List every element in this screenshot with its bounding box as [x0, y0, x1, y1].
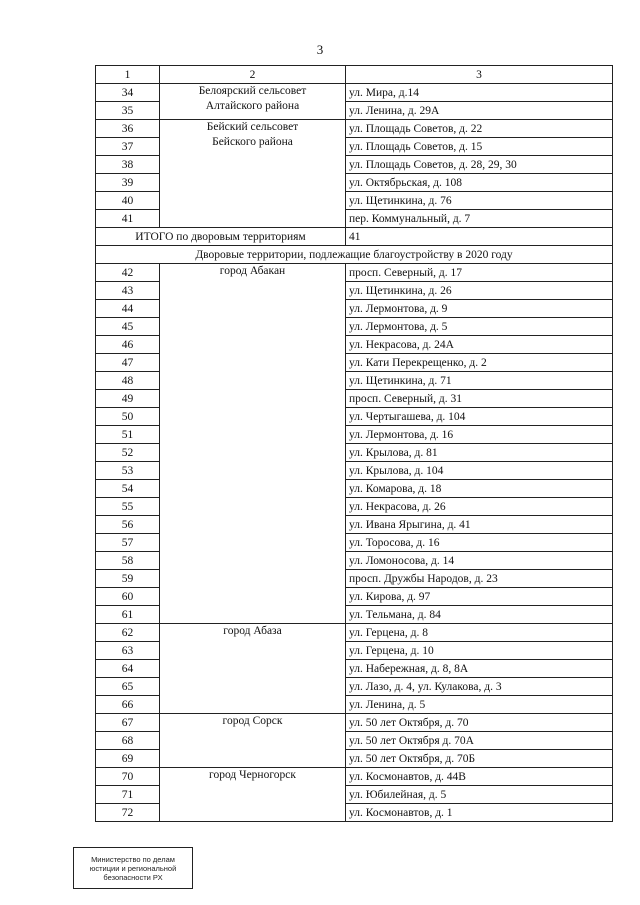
row-number: 65	[96, 678, 160, 696]
row-number: 62	[96, 624, 160, 642]
row-number: 37	[96, 138, 160, 156]
row-number: 40	[96, 192, 160, 210]
address-cell: ул. Лермонтова, д. 9	[346, 300, 613, 318]
address-cell: ул. Лермонтова, д. 16	[346, 426, 613, 444]
municipality-line: Белоярский сельсовет	[198, 85, 307, 97]
address-cell: ул. Космонавтов, д. 44В	[346, 768, 613, 786]
total-value: 41	[346, 228, 613, 246]
row-number: 45	[96, 318, 160, 336]
row-number: 68	[96, 732, 160, 750]
row-number: 52	[96, 444, 160, 462]
municipality-cell: город Сорск	[160, 714, 346, 768]
row-number: 41	[96, 210, 160, 228]
stamp-line: безопасности РХ	[103, 872, 163, 882]
address-cell: ул. Площадь Советов, д. 15	[346, 138, 613, 156]
table-row	[96, 714, 613, 732]
address-cell: ул. Некрасова, д. 24А	[346, 336, 613, 354]
address-cell: ул. 50 лет Октября д. 70А	[346, 732, 613, 750]
address-cell: ул. Чертыгашева, д. 104	[346, 408, 613, 426]
address-cell: ул. Ленина, д. 29А	[346, 102, 613, 120]
row-number: 69	[96, 750, 160, 768]
row-number: 44	[96, 300, 160, 318]
municipality-cell: город Абаза	[160, 624, 346, 714]
row-number: 63	[96, 642, 160, 660]
row-number: 42	[96, 264, 160, 282]
address-cell: просп. Северный, д. 31	[346, 390, 613, 408]
table-row	[96, 624, 613, 642]
address-cell: ул. Ивана Ярыгина, д. 41	[346, 516, 613, 534]
address-cell: ул. 50 лет Октября, д. 70Б	[346, 750, 613, 768]
row-number: 54	[96, 480, 160, 498]
address-cell: ул. Крылова, д. 104	[346, 462, 613, 480]
municipality-line: Бейского района	[212, 136, 293, 148]
row-number: 36	[96, 120, 160, 138]
address-cell: ул. Лермонтова, д. 5	[346, 318, 613, 336]
row-number: 58	[96, 552, 160, 570]
row-number: 61	[96, 606, 160, 624]
row-number: 34	[96, 84, 160, 102]
address-cell: ул. Крылова, д. 81	[346, 444, 613, 462]
address-cell: ул. Комарова, д. 18	[346, 480, 613, 498]
address-cell: ул. Щетинкина, д. 26	[346, 282, 613, 300]
address-cell: просп. Дружбы Народов, д. 23	[346, 570, 613, 588]
row-number: 48	[96, 372, 160, 390]
row-number: 67	[96, 714, 160, 732]
address-cell: ул. Набережная, д. 8, 8А	[346, 660, 613, 678]
stamp-line: юстиции и региональной	[89, 863, 177, 873]
row-number: 51	[96, 426, 160, 444]
address-cell: ул. Космонавтов, д. 1	[346, 804, 613, 822]
stamp-line: Министерство по делам	[91, 854, 175, 864]
address-cell: ул. Герцена, д. 8	[346, 624, 613, 642]
address-cell: ул. Щетинкина, д. 71	[346, 372, 613, 390]
yards-table	[95, 65, 613, 822]
table-header	[96, 66, 613, 84]
address-cell: ул. Тельмана, д. 84	[346, 606, 613, 624]
table-row	[96, 120, 613, 138]
row-number: 49	[96, 390, 160, 408]
row-number: 55	[96, 498, 160, 516]
row-number: 59	[96, 570, 160, 588]
page-number: 3	[316, 42, 324, 57]
row-number: 39	[96, 174, 160, 192]
municipality-line: Бейский сельсовет	[206, 121, 299, 133]
total-row	[96, 228, 613, 246]
table-row	[96, 264, 613, 282]
row-number: 70	[96, 768, 160, 786]
ministry-stamp	[73, 847, 193, 889]
row-number: 47	[96, 354, 160, 372]
section-row	[96, 246, 613, 264]
address-cell: пер. Коммунальный, д. 7	[346, 210, 613, 228]
address-cell: ул. Мира, д.14	[346, 84, 613, 102]
address-cell: ул. Торосова, д. 16	[346, 534, 613, 552]
row-number: 53	[96, 462, 160, 480]
address-cell: ул. Площадь Советов, д. 22	[346, 120, 613, 138]
address-cell: ул. Кати Перекрещенко, д. 2	[346, 354, 613, 372]
address-cell: ул. 50 лет Октября, д. 70	[346, 714, 613, 732]
header-cell: 2	[160, 66, 346, 84]
total-label: ИТОГО по дворовым территориям	[96, 228, 346, 246]
address-cell: ул. Площадь Советов, д. 28, 29, 30	[346, 156, 613, 174]
address-cell: ул. Некрасова, д. 26	[346, 498, 613, 516]
row-number: 43	[96, 282, 160, 300]
row-number: 66	[96, 696, 160, 714]
address-cell: ул. Лазо, д. 4, ул. Кулакова, д. 3	[346, 678, 613, 696]
address-cell: ул. Октябрьская, д. 108	[346, 174, 613, 192]
address-cell: ул. Юбилейная, д. 5	[346, 786, 613, 804]
address-cell: ул. Ломоносова, д. 14	[346, 552, 613, 570]
municipality-line: Алтайского района	[205, 100, 300, 112]
municipality-cell	[160, 120, 346, 228]
municipality-cell	[160, 84, 346, 120]
table-row	[96, 768, 613, 786]
address-cell: ул. Герцена, д. 10	[346, 642, 613, 660]
section-title: Дворовые территории, подлежащие благоустройству в 2020 году	[96, 246, 613, 264]
address-cell: ул. Кирова, д. 97	[346, 588, 613, 606]
header-cell: 1	[96, 66, 160, 84]
address-cell: ул. Ленина, д. 5	[346, 696, 613, 714]
row-number: 50	[96, 408, 160, 426]
row-number: 46	[96, 336, 160, 354]
table-row	[96, 84, 613, 102]
row-number: 56	[96, 516, 160, 534]
row-number: 72	[96, 804, 160, 822]
header-cell: 3	[346, 66, 613, 84]
address-cell: ул. Щетинкина, д. 76	[346, 192, 613, 210]
row-number: 38	[96, 156, 160, 174]
municipality-cell: город Черногорск	[160, 768, 346, 822]
row-number: 71	[96, 786, 160, 804]
row-number: 35	[96, 102, 160, 120]
row-number: 64	[96, 660, 160, 678]
address-cell: просп. Северный, д. 17	[346, 264, 613, 282]
row-number: 60	[96, 588, 160, 606]
row-number: 57	[96, 534, 160, 552]
municipality-cell: город Абакан	[160, 264, 346, 624]
